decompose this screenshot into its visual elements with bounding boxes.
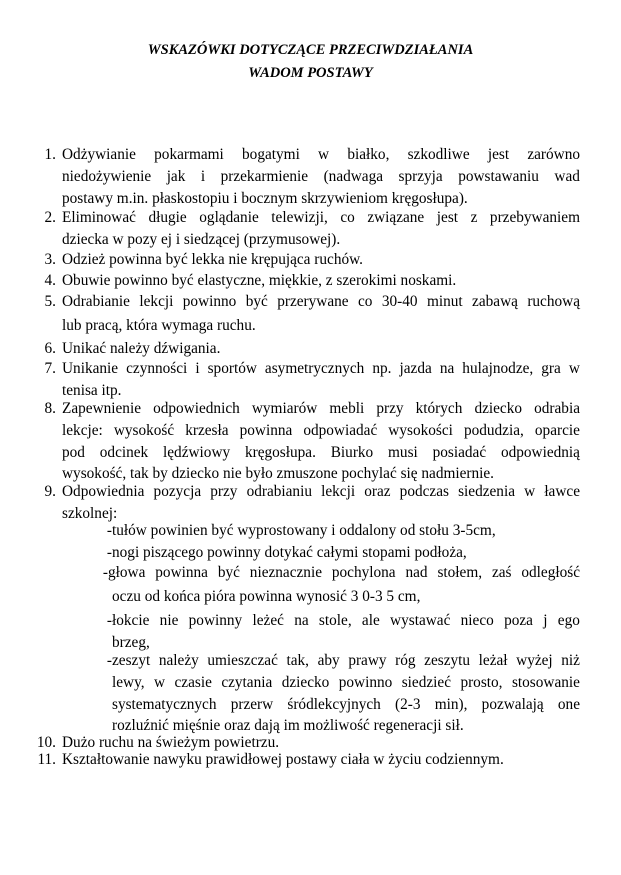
list-item-text: lekcje: wysokość krzesła powinna odpowiadać wysokości podudzia, oparcie bbox=[62, 421, 580, 439]
list-item-number: 1. bbox=[44, 146, 56, 163]
sub-list-text: oczu od końca pióra powinna wynosić 3 0-3 5 cm, bbox=[112, 588, 421, 605]
document-title-line-1: WSKAZÓWKI DOTYCZĄCE PRZECIWDZIAŁANIA bbox=[147, 42, 474, 58]
sub-list-dash: - bbox=[102, 564, 108, 581]
list-item-text: Eliminować długie oglądanie telewizji, co związane jest z przebywaniem bbox=[62, 209, 580, 226]
list-item-number: 7. bbox=[44, 360, 56, 377]
sub-list-text: brzeg, bbox=[112, 633, 150, 651]
sub-list-text: rozluźnić mięśnie oraz dają im możliwość regeneracji sił. bbox=[112, 717, 464, 735]
list-item-number: 4. bbox=[44, 272, 56, 289]
sub-list-item bbox=[106, 610, 580, 654]
sub-list-text: nogi piszącego powinny dotykać całymi stopami podłoża, bbox=[112, 544, 467, 561]
list-item bbox=[44, 270, 580, 292]
list-item-text: szkolnej: bbox=[62, 504, 118, 522]
sub-list-dash: - bbox=[106, 522, 112, 539]
sub-list-dash: - bbox=[106, 652, 112, 669]
list-item-number: 8. bbox=[44, 400, 56, 417]
list-item bbox=[37, 749, 580, 771]
sub-list-item bbox=[106, 650, 580, 737]
list-item-number: 6. bbox=[44, 340, 56, 357]
list-item-text: tenisa itp. bbox=[62, 381, 122, 399]
list-item-text: Unikać należy dźwigania. bbox=[62, 340, 221, 357]
list-item-number: 10. bbox=[36, 734, 56, 751]
list-item-text: Odżywianie pokarmami bogatymi w białko, szkodliwe jest zarówno bbox=[62, 146, 580, 163]
list-item-text: lub pracą, która wymaga ruchu. bbox=[62, 317, 256, 334]
list-item-text: Obuwie powinno być elastyczne, miękkie, z szerokimi noskami. bbox=[62, 272, 457, 289]
sub-list-dash: - bbox=[106, 544, 112, 561]
list-item-text: wysokość, tak by dziecko nie było zmuszone pochylać się nadmiernie. bbox=[62, 465, 495, 483]
list-item-text: dziecka w pozy ej i siedzącej (przymusowej). bbox=[62, 230, 341, 248]
sub-list-text: głowa powinna być nieznacznie pochylona nad stołem, zaś odległość bbox=[108, 564, 580, 581]
list-item bbox=[44, 144, 580, 209]
sub-list-item bbox=[102, 561, 580, 609]
sub-list-dash: - bbox=[106, 612, 112, 629]
list-item-number: 11. bbox=[37, 751, 56, 768]
list-item bbox=[44, 207, 580, 251]
list-item bbox=[44, 249, 580, 271]
list-item bbox=[44, 358, 580, 402]
list-item-text: Odpowiednia pozycja przy odrabianiu lekcji oraz podczas siedzenia w ławce bbox=[62, 483, 580, 500]
list-item bbox=[44, 398, 580, 485]
list-item-text: Kształtowanie nawyku prawidłowej postawy ciała w życiu codziennym. bbox=[62, 751, 504, 768]
sub-list-text: lewy, w czasie czytania dziecko powinno siedzieć prosto, stosowanie bbox=[112, 673, 580, 691]
list-item-number: 5. bbox=[44, 293, 56, 310]
list-item bbox=[44, 481, 580, 525]
list-item bbox=[44, 338, 580, 360]
document-title-line-2: WADOM POSTAWY bbox=[248, 65, 373, 81]
list-item bbox=[44, 290, 580, 338]
list-item-text: niedożywienie jak i przekarmienie (nadwaga sprzyja powstawaniu wad bbox=[62, 167, 580, 185]
list-item-number: 2. bbox=[44, 209, 56, 226]
sub-list-text: zeszyt należy umieszczać tak, aby prawy róg zeszytu leżał wyżej niż bbox=[112, 652, 580, 669]
sub-list-text: systematycznych przerw śródlekcyjnych (2-3 min), pozwalają one bbox=[112, 695, 580, 713]
list-item-text: Odzież powinna być lekka nie krępująca ruchów. bbox=[62, 251, 363, 268]
sub-list-text: tułów powinien być wyprostowany i oddalony od stołu 3-5cm, bbox=[112, 522, 496, 539]
list-item-text: pod odcinek lędźwiowy kręgosłupa. Biurko musi posiadać odpowiednią bbox=[62, 443, 580, 461]
list-item-text: Zapewnienie odpowiednich wymiarów mebli przy których dziecko odrabia bbox=[62, 400, 580, 417]
sub-list-item bbox=[106, 520, 580, 542]
list-item-text: postawy m.in. płaskostopiu i bocznym skrzywieniom kręgosłupa). bbox=[62, 189, 468, 207]
list-item-text: Odrabianie lekcji powinno być przerywane co 30-40 minut zabawą ruchową bbox=[62, 293, 580, 310]
list-item-text: Unikanie czynności i sportów asymetrycznych np. jazda na hulajnodze, gra w bbox=[62, 360, 580, 377]
sub-list-text: łokcie nie powinny leżeć na stole, ale wystawać nieco poza j ego bbox=[112, 612, 580, 629]
list-item-number: 3. bbox=[44, 251, 56, 268]
list-item-text: Dużo ruchu na świeżym powietrzu. bbox=[62, 734, 280, 751]
list-item-number: 9. bbox=[44, 483, 56, 500]
